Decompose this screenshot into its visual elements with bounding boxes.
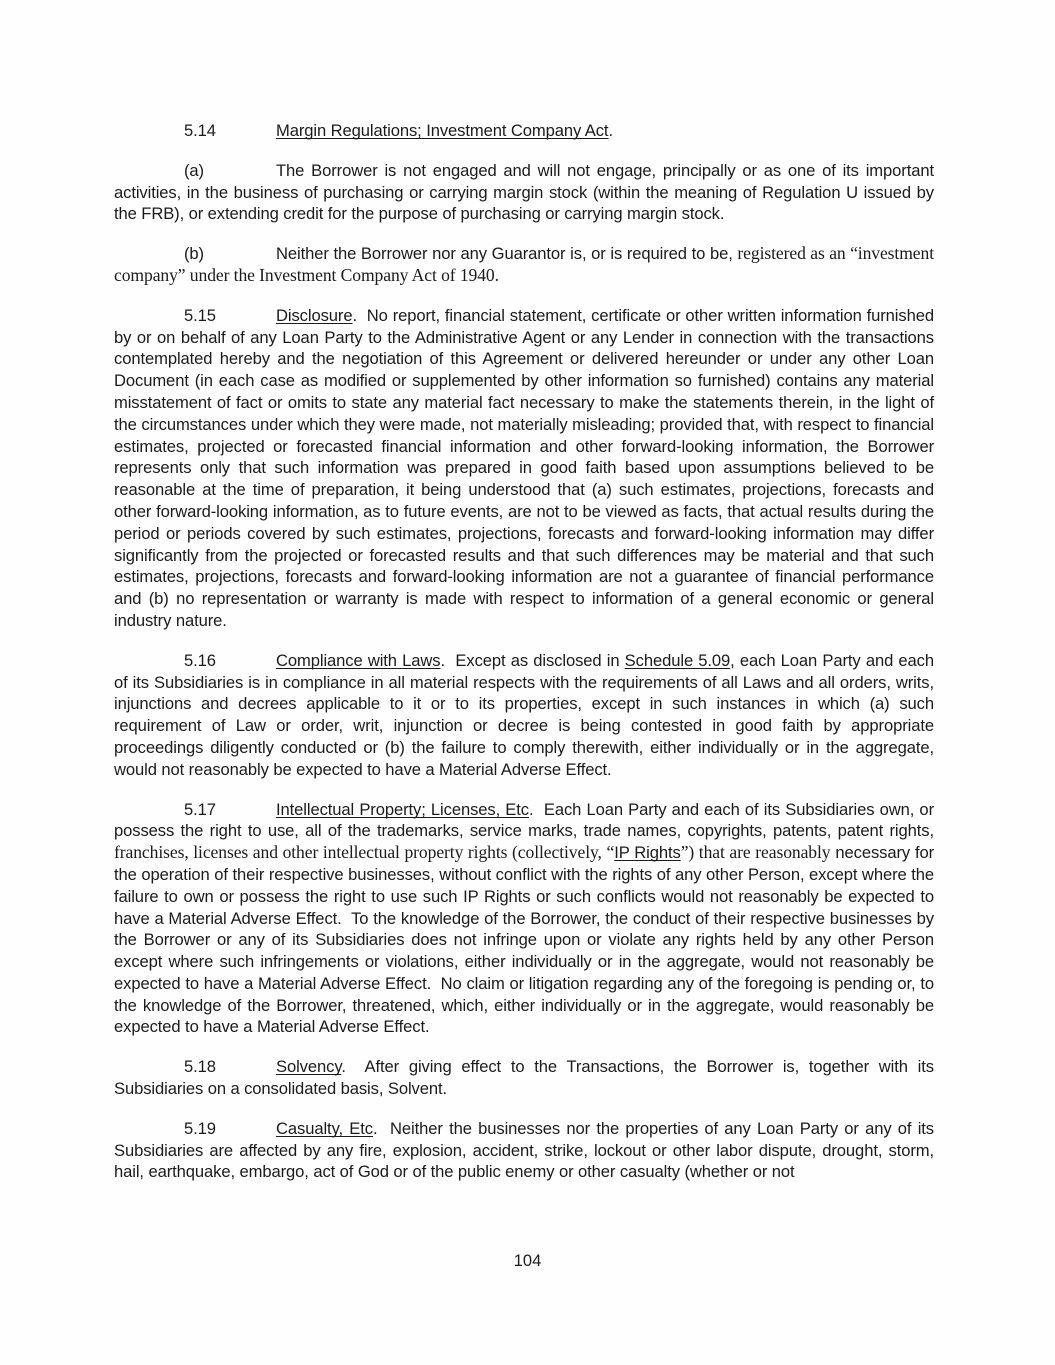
- section-title-suffix: .: [440, 650, 451, 670]
- body-text: Neither the businesses nor the properties of any Loan Party or any of its Subsidiaries are affected by any fire, explosion, accident, strike, lockout or other labor dispute, drought, storm, hail, earthquake, embargo, act of God or of the public enemy or other casualty (whether or not: [114, 1118, 934, 1182]
- section-title: Disclosure: [276, 305, 353, 325]
- body-text-serif: franchises, licenses and other intellectual property rights (collectively, “: [114, 842, 615, 863]
- section-5-17: [114, 799, 934, 1039]
- page-number: 104: [513, 1252, 542, 1270]
- section-number: 5.14: [184, 121, 216, 140]
- section-5-18: [114, 1056, 934, 1100]
- section-number: 5.16: [184, 650, 216, 670]
- section-title: Solvency: [276, 1057, 342, 1077]
- section-number: 5.17: [184, 799, 216, 819]
- section-title: Casualty, Etc: [276, 1118, 373, 1138]
- body-text: After giving effect to the Transactions, the Borrower is, together with its Subsidiaries on a consolidated basis, Solvent.: [114, 1057, 934, 1099]
- schedule-reference: Schedule 5.09: [624, 650, 731, 670]
- section-title: Margin Regulations; Investment Company Act: [276, 121, 609, 140]
- paragraph-5-14-b: [114, 243, 934, 287]
- body-text: Each Loan Party and each of its Subsidiaries own, or possess the right to use, all of the trademarks, service marks, trade names, copyrights, patents, patent rights,: [114, 799, 934, 841]
- list-label: (b): [184, 244, 204, 264]
- page-content: [114, 120, 934, 1201]
- section-number: 5.19: [184, 1118, 216, 1138]
- section-title: Intellectual Property; Licenses, Etc: [276, 799, 529, 819]
- body-text: Except as disclosed in: [455, 650, 620, 670]
- body-text: Neither the Borrower nor any Guarantor is, or is required to be,: [276, 244, 733, 264]
- body-text: No report, financial statement, certificate or other written information furnished by or on behalf of any Loan Party to the Administrative Agent or any Lender in connection with the transactions contemplated hereby and the negotiation of this Agreement or delivered hereunder or under any other Loan Document (in each case as modified or supplemented by other information so furnished) contains any material misstatement of fact or omits to state any material fact necessary to make the statements therein, in the light of the circumstances under which they were made, not materially misleading; provided that, with respect to financial estimates, projected or forecasted financial information and other forward-looking information, the Borrower represents only that such information was prepared in good faith based upon assumptions believed to be reasonable at the time of preparation, it being understood that (a) such estimates, projections, forecasts and other forward-looking information, as to future events, are not to be viewed as facts, that actual results during the period or periods covered by such estimates, projections, forecasts and forward-looking information may differ significantly from the projected or forecasted results and that such differences may be material and that such estimates, projections, forecasts and forward-looking information are not a guarantee of financial performance and (b) no representation or warranty is made with respect to information of a general economic or general industry nature.: [114, 305, 934, 630]
- section-title-suffix: .: [352, 305, 362, 325]
- section-number: 5.15: [184, 305, 216, 325]
- section-number: 5.18: [184, 1057, 216, 1077]
- section-title: Compliance with Laws: [276, 650, 441, 670]
- body-text: , each Loan Party and each of its Subsidiaries is in compliance in all material respects with the requirements of all Laws and all orders, writs, injunctions and decrees applicable to it or to its properties, except in such instances in which (a) such requirement of Law or order, writ, injunction or decree is being contested in good faith by appropriate proceedings diligently conducted or (b) the failure to comply therewith, either individually or in the aggregate, would not reasonably be expected to have a Material Adverse Effect.: [114, 650, 934, 779]
- body-text: necessary for the operation of their respective businesses, without conflict with the rights of any other Person, except where the failure to own or possess the right to use such IP Rights or such conflicts would not reasonably be expected to have a Material Adverse Effect. To the knowledge of the Borrower, the conduct of their respective businesses by the Borrower or any of its Subsidiaries does not infringe upon or violate any rights held by any other Person except where such infringements or violations, either individually or in the aggregate, would not reasonably be expected to have a Material Adverse Effect. No claim or litigation regarding any of the foregoing is pending or, to the knowledge of the Borrower, threatened, which, either individually or in the aggregate, would reasonably be expected to have a Material Adverse Effect.: [114, 843, 935, 1037]
- paragraph-5-14-a: [114, 160, 934, 225]
- body-text-serif: registered as an “investment company” under the Investment Company Act of 1940.: [114, 243, 934, 285]
- section-title-suffix: .: [528, 799, 539, 819]
- list-label: (a): [184, 160, 204, 180]
- section-title-suffix: .: [341, 1057, 356, 1077]
- section-5-19: [114, 1118, 934, 1183]
- section-heading-5-14: [114, 120, 934, 142]
- section-title-suffix: .: [608, 121, 613, 140]
- section-title-suffix: .: [372, 1118, 384, 1138]
- body-text: The Borrower is not engaged and will not engage, principally or as one of its important activities, in the business of purchasing or carrying margin stock (within the meaning of Regulation U issued by the FRB), or extending credit for the purpose of purchasing or carrying margin stock.: [114, 160, 934, 224]
- section-5-16: [114, 650, 934, 781]
- defined-term: IP Rights: [614, 843, 681, 863]
- body-text-serif: ”) that are reasonably: [680, 842, 831, 863]
- section-5-15: [114, 305, 934, 632]
